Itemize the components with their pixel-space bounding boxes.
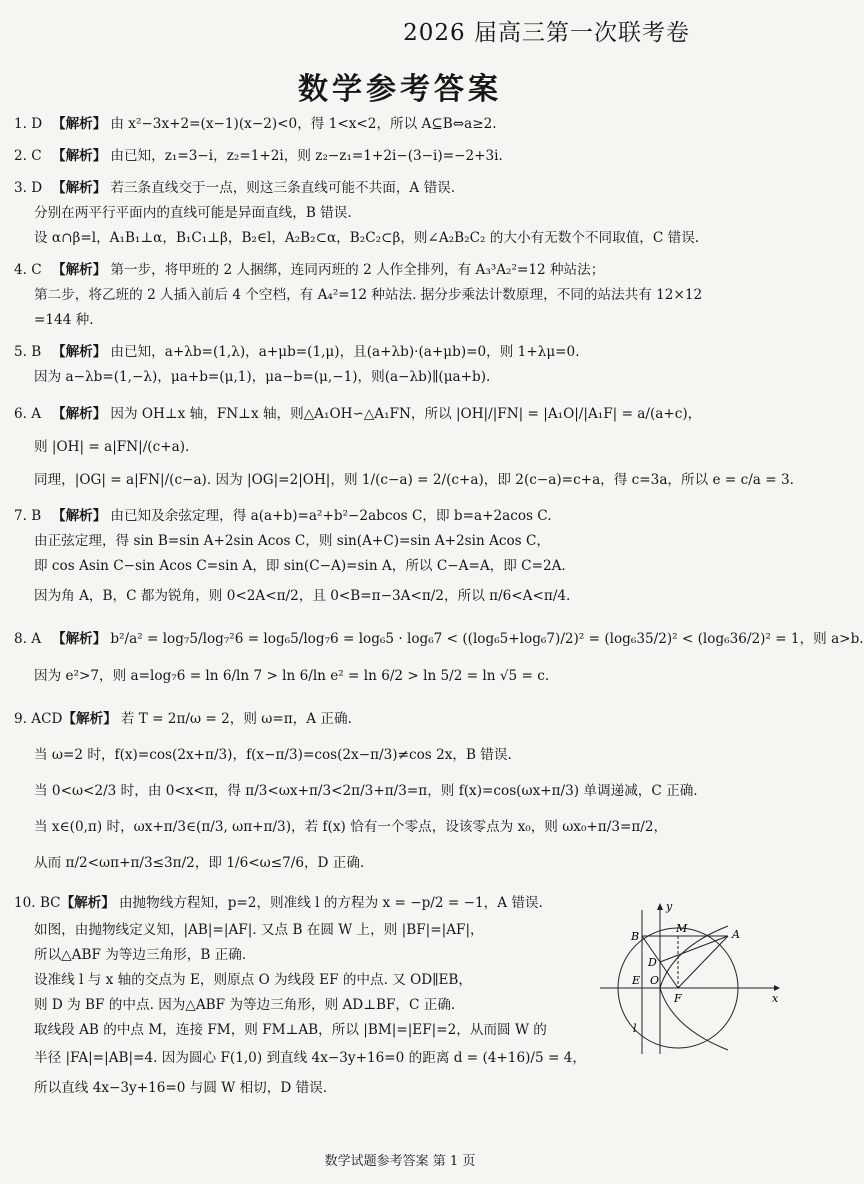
analysis-tag: 【解析】 (52, 262, 107, 278)
y-axis-arrow (657, 903, 663, 910)
label-m: M (676, 922, 688, 935)
analysis-tag: 【解析】 (52, 116, 107, 132)
analysis-tag: 【解析】 (52, 180, 107, 196)
answer-text: 由 x²−3x+2=(x−1)(x−2)<0，得 1<x<2，所以 A⊆B⇔a≥2. (110, 116, 497, 132)
analysis-tag: 【解析】 (52, 508, 107, 524)
question-number: 4. C (14, 262, 42, 278)
answer-text: 则 |OH| = a|FN|/(c+a). (34, 439, 190, 455)
label-x: x (772, 992, 779, 1005)
label-a: A (732, 928, 740, 941)
answer-text: 因为角 A，B，C 都为锐角，则 0<2A<π/2，且 0<B=π−3A<π/2，所以 π/6<A<π/4. (34, 588, 571, 604)
answer-text: =144 种. (34, 312, 94, 328)
analysis-tag: 【解析】 (62, 711, 117, 727)
answer-text: b²/a² = log₇5/log₇²6 = log₆5/log₇6 = log₆5 · log₆7 < ((log₆5+log₆7)/2)² = (log₆35/2)² < (log₆36/2)² = 1，则 a>b. (110, 631, 864, 647)
question-number: 9. ACD (14, 711, 63, 727)
answer-text: 从而 π/2<ωπ+π/3≤3π/2，即 1/6<ω≤7/6，D 正确. (34, 855, 365, 871)
answer-text: 由抛物线方程知，p=2，则准线 l 的方程为 x = −p/2 = −1，A 错误. (118, 895, 543, 911)
answer-text: 由已知及余弦定理，得 a(a+b)=a²+b²−2abcos C，即 b=a+2acos C. (110, 508, 552, 524)
label-o: O (650, 974, 660, 987)
answer-text: 因为 e²>7，则 a=log₇6 = ln 6/ln 7 > ln 6/ln e² = ln 6/2 > ln 5/2 = ln √5 = c. (34, 668, 550, 684)
label-f: F (674, 992, 682, 1005)
parabola-lower (660, 988, 728, 1050)
question-number: 5. B (14, 344, 42, 360)
answer-text: 第一步，将甲班的 2 人捆绑，连同丙班的 2 人作全排列，有 A₃³A₂²=12 种站法； (110, 262, 605, 278)
label-b: B (631, 930, 640, 943)
label-l: l (633, 1022, 637, 1035)
answer-text: 所以△ABF 为等边三角形，B 正确. (34, 947, 247, 963)
analysis-tag: 【解析】 (52, 631, 107, 647)
answer-text: 取线段 AB 的中点 M，连接 FM，则 FM⊥AB，所以 |BM|=|EF|=2，从而圆 W 的 (34, 1022, 547, 1038)
answer-text: 设准线 l 与 x 轴的交点为 E，则原点 O 为线段 EF 的中点. 又 OD∥EB， (34, 972, 472, 988)
answer-list (14, 112, 864, 1110)
question-number: 3. D (14, 180, 43, 196)
page-title: 数学参考答案 (298, 72, 502, 107)
answer-item (14, 504, 786, 613)
answer-text: 半径 |FA|=|AB|=4. 因为圆心 F(1,0) 到直线 4x−3y+16=0 的距离 d = (4+16)/5 = 4， (34, 1050, 586, 1066)
exam-header-title: 2026 届高三第一次联考卷 (403, 20, 690, 46)
x-axis-arrow (774, 985, 780, 991)
parabola-circle-figure (598, 902, 782, 1058)
answer-text: 因为 a−λb=(1,−λ)，μa+b=(μ,1)，μa−b=(μ,−1)，则(a−λb)∥(μa+b). (34, 369, 491, 385)
answer-text: 当 ω=2 时，f(x)=cos(2x+π/3)，f(x−π/3)=cos(2x−π/3)≠cos 2x，B 错误. (34, 747, 512, 763)
answer-item (14, 112, 786, 137)
question-number: 1. D (14, 116, 43, 132)
parabola-upper (660, 926, 728, 988)
answer-text: 第二步，将乙班的 2 人插入前后 4 个空档，有 A₄²=12 种站法. 据分步乘法计数原理，不同的站法共有 12×12 (34, 287, 703, 303)
answer-text: 因为 OH⊥x 轴，FN⊥x 轴，则△A₁OH∽△A₁FN，所以 |OH|/|FN| = |A₁O|/|A₁F| = a/(a+c)， (110, 406, 702, 422)
answer-text: 则 D 为 BF 的中点. 因为△ABF 为等边三角形，则 AD⊥BF，C 正确. (34, 997, 456, 1013)
answer-item (14, 176, 786, 251)
answer-item (14, 144, 786, 169)
analysis-tag: 【解析】 (52, 344, 107, 360)
analysis-tag: 【解析】 (60, 895, 115, 911)
question-number: 10. BC (14, 895, 61, 911)
answer-item (14, 701, 786, 881)
label-e: E (632, 974, 641, 987)
analysis-tag: 【解析】 (52, 406, 107, 422)
answer-text: 分别在两平行平面内的直线可能是异面直线，B 错误. (34, 205, 352, 221)
answer-text: 由已知，a+λb=(1,λ)，a+μb=(1,μ)，且(a+λb)·(a+μb)=0，则 1+λμ=0. (110, 344, 580, 360)
segment-ad (660, 936, 728, 962)
question-number: 8. A (14, 631, 42, 647)
label-d: D (648, 956, 657, 969)
answer-text: 若三条直线交于一点，则这三条直线可能不共面，A 错误. (110, 180, 456, 196)
answer-item (14, 397, 794, 497)
answer-text: 若 T = 2π/ω = 2，则 ω=π，A 正确. (120, 711, 352, 727)
answer-item (14, 340, 786, 390)
segment-af (678, 936, 728, 988)
answer-item (14, 620, 864, 694)
label-y: y (666, 900, 673, 913)
answer-text: 当 0<ω<2/3 时，由 0<x<π，得 π/3<ωx+π/3<2π/3+π/3=π，则 f(x)=cos(ωx+π/3) 单调递减，C 正确. (34, 783, 698, 799)
answer-text: 当 x∈(0,π) 时，ωx+π/3∈(π/3, ωπ+π/3)，若 f(x) 恰有一个零点，设该零点为 x₀，则 ωx₀+π/3=π/2， (34, 819, 668, 835)
question-number: 2. C (14, 148, 42, 164)
question-number: 6. A (14, 406, 42, 422)
analysis-tag: 【解析】 (52, 148, 107, 164)
page-footer: 数学试题参考答案 第 1 页 (324, 1154, 476, 1169)
answer-text: 同理，|OG| = a|FN|/(c−a). 因为 |OG|=2|OH|，则 1/(c−a) = 2/(c+a)，即 2(c−a)=c+a，得 c=3a，所以 e = c/a = 3. (34, 472, 794, 488)
question-number: 7. B (14, 508, 42, 524)
answer-item (14, 888, 786, 1103)
answer-text: 设 α∩β=l，A₁B₁⊥α，B₁C₁⊥β，B₂∈l，A₂B₂⊂α，B₂C₂⊂β，则∠A₂B₂C₂ 的大小有无数个不同取值，C 错误. (34, 230, 700, 246)
answer-text: 如图，由抛物线定义知，|AB|=|AF|. 又点 B 在圆 W 上，则 |BF|=|AF|， (34, 922, 484, 938)
answer-item (14, 258, 786, 333)
answer-text: 由已知，z₁=3−i，z₂=1+2i，则 z₂−z₁=1+2i−(3−i)=−2+3i. (110, 148, 503, 164)
answer-text: 所以直线 4x−3y+16=0 与圆 W 相切，D 错误. (34, 1080, 328, 1096)
answer-text: 即 cos Asin C−sin Acos C=sin A，即 sin(C−A)=sin A，所以 C−A=A，即 C=2A. (34, 558, 566, 574)
answer-text: 由正弦定理，得 sin B=sin A+2sin Acos C，则 sin(A+C)=sin A+2sin Acos C， (34, 533, 550, 549)
